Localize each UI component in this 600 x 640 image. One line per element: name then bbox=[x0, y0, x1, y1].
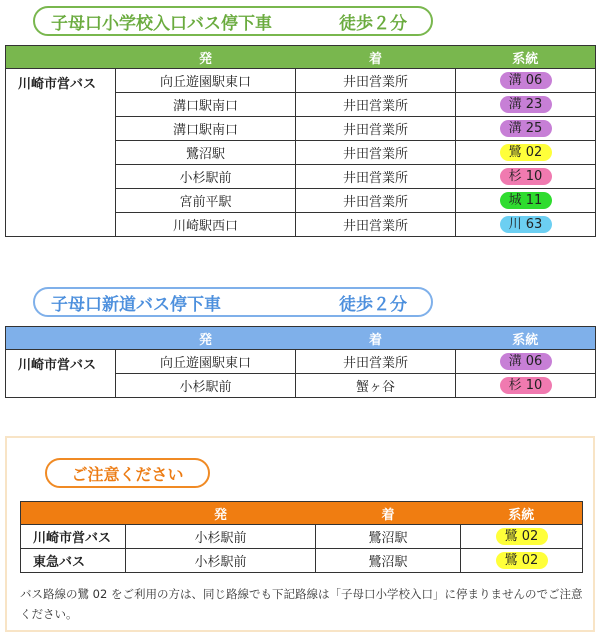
from-cell: 小杉駅前 bbox=[126, 549, 316, 573]
from-cell: 溝口駅南口 bbox=[116, 117, 296, 141]
to-cell: 鷺沼駅 bbox=[316, 525, 461, 549]
from-cell: 溝口駅南口 bbox=[116, 93, 296, 117]
table-header-row bbox=[6, 327, 596, 350]
header-to: 着 bbox=[296, 327, 456, 350]
company-cell: 川崎市営バス bbox=[21, 525, 126, 549]
header-blank bbox=[6, 327, 116, 350]
section1-table bbox=[5, 45, 596, 237]
from-cell: 向丘遊園駅東口 bbox=[116, 69, 296, 93]
from-cell: 川崎駅西口 bbox=[116, 213, 296, 237]
section1-stop-name: 子母口小学校入口バス停下車 bbox=[51, 13, 272, 34]
table-row bbox=[6, 69, 596, 93]
header-to: 着 bbox=[316, 502, 461, 525]
to-cell: 井田営業所 bbox=[296, 350, 456, 374]
route-cell bbox=[456, 350, 596, 374]
route-badge: 溝 23 bbox=[500, 96, 552, 113]
from-cell: 宮前平駅 bbox=[116, 189, 296, 213]
route-badge: 杉 10 bbox=[500, 168, 552, 185]
route-cell bbox=[456, 165, 596, 189]
company-cell: 東急バス bbox=[21, 549, 126, 573]
route-cell bbox=[456, 213, 596, 237]
to-cell: 井田営業所 bbox=[296, 93, 456, 117]
table-row bbox=[21, 549, 583, 573]
caution-title: ご注意ください bbox=[45, 458, 210, 488]
route-badge: 鷺 02 bbox=[500, 144, 552, 161]
route-badge: 溝 25 bbox=[500, 120, 552, 137]
caution-table bbox=[20, 501, 583, 573]
from-cell: 鷺沼駅 bbox=[116, 141, 296, 165]
route-cell bbox=[456, 374, 596, 398]
company-cell: 川崎市営バス bbox=[6, 69, 116, 237]
section2-title bbox=[33, 287, 433, 317]
route-badge: 鷺 02 bbox=[496, 552, 548, 569]
route-cell bbox=[456, 141, 596, 165]
from-cell: 向丘遊園駅東口 bbox=[116, 350, 296, 374]
table-row bbox=[6, 350, 596, 374]
route-badge: 溝 06 bbox=[500, 72, 552, 89]
section2-table bbox=[5, 326, 596, 398]
from-cell: 小杉駅前 bbox=[116, 165, 296, 189]
from-cell: 小杉駅前 bbox=[126, 525, 316, 549]
header-from: 発 bbox=[126, 502, 316, 525]
route-cell bbox=[461, 549, 583, 573]
route-badge: 城 11 bbox=[500, 192, 552, 209]
route-cell bbox=[456, 117, 596, 141]
header-route: 系統 bbox=[461, 502, 583, 525]
route-cell bbox=[461, 525, 583, 549]
section1-title bbox=[33, 6, 433, 36]
caution-note: バス路線の鷺 02 をご利用の方は、同じ路線でも下記路線は「子母口小学校入口」に停まりませんのでご注意ください。 bbox=[20, 587, 583, 621]
route-badge: 杉 10 bbox=[500, 377, 552, 394]
to-cell: 井田営業所 bbox=[296, 213, 456, 237]
from-cell: 小杉駅前 bbox=[116, 374, 296, 398]
route-badge: 川 63 bbox=[500, 216, 552, 233]
route-cell bbox=[456, 93, 596, 117]
header-blank bbox=[6, 46, 116, 69]
to-cell: 蟹ヶ谷 bbox=[296, 374, 456, 398]
table-row bbox=[21, 525, 583, 549]
table-header-row bbox=[21, 502, 583, 525]
header-route: 系統 bbox=[456, 46, 596, 69]
route-cell bbox=[456, 189, 596, 213]
route-cell bbox=[456, 69, 596, 93]
section1-walk-time: 徒歩２分 bbox=[339, 13, 407, 34]
to-cell: 井田営業所 bbox=[296, 69, 456, 93]
header-from: 発 bbox=[116, 46, 296, 69]
to-cell: 鷺沼駅 bbox=[316, 549, 461, 573]
header-route: 系統 bbox=[456, 327, 596, 350]
header-blank bbox=[21, 502, 126, 525]
to-cell: 井田営業所 bbox=[296, 117, 456, 141]
to-cell: 井田営業所 bbox=[296, 189, 456, 213]
section2-stop-name: 子母口新道バス停下車 bbox=[51, 294, 221, 315]
route-badge: 鷺 02 bbox=[496, 528, 548, 545]
company-cell: 川崎市営バス bbox=[6, 350, 116, 398]
to-cell: 井田営業所 bbox=[296, 141, 456, 165]
to-cell: 井田営業所 bbox=[296, 165, 456, 189]
header-to: 着 bbox=[296, 46, 456, 69]
route-badge: 溝 06 bbox=[500, 353, 552, 370]
table-header-row bbox=[6, 46, 596, 69]
section2-walk-time: 徒歩２分 bbox=[339, 294, 407, 315]
header-from: 発 bbox=[116, 327, 296, 350]
